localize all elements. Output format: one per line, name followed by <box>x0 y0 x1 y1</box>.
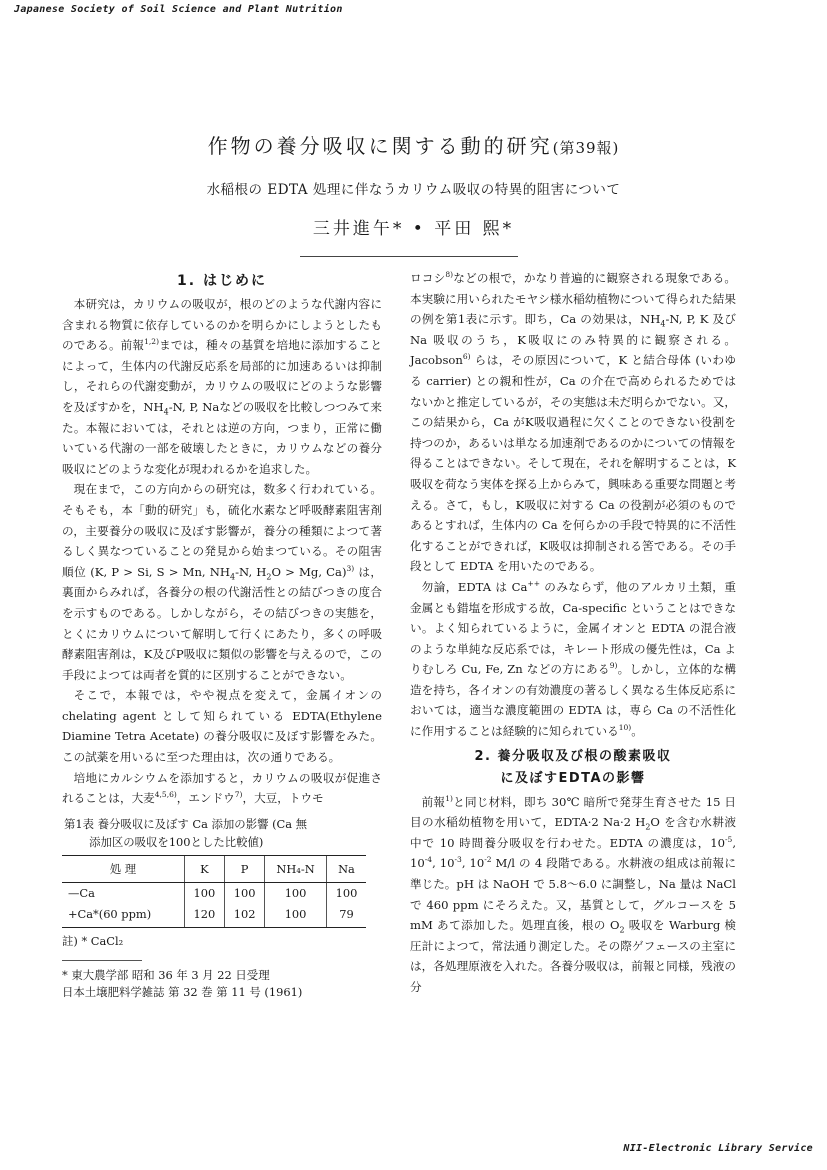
table-1-caption-line2: 添加区の吸収を100とした比較値) <box>89 834 264 849</box>
table-header-row <box>62 855 366 883</box>
paragraph: 培地にカルシウムを添加すると，カリウムの吸収が促進されることは，大麦$^{4,5,6)}$，エンドウ$^{7)}$，大豆，トウモ <box>62 770 382 806</box>
section-2-heading <box>410 746 736 790</box>
title-main: 作物の養分吸収に関する動的研究 <box>207 134 553 158</box>
section-1-heading: 1. はじめに <box>177 273 267 289</box>
journal-header: Japanese Society of Soil Science and Plant Nutrition <box>14 4 343 15</box>
article-subtitle: 水稲根の EDTA 処理に伴なうカリウム吸収の特異的阻害について <box>206 182 621 198</box>
paragraph: 本研究は，カリウムの吸収が，根のどのような代謝内容に含まれる物質に依存しているのかを明らかにしようとしたものである。前報$^{1,2)}$までは，種々の基質を培地に添加することによって，生体内の代謝反応系を局部的に加速あるいは抑制し，それらの代謝変動が，カリウムの吸収にどのような影響を及ぼすかを，$NH_4-N$, P, Naなどの吸収を比較しつつみて来た。本報においては，それとは逆の方向，つまり，正常に働いている代謝の一部を破壊したときに，カリウムなどの養分吸収にどのような変化が現われるかを追求した。 <box>62 297 382 476</box>
footnote-rule <box>62 960 142 961</box>
table-cell: 100 <box>265 904 327 928</box>
table-cell: 79 <box>326 904 366 928</box>
table-1-caption-line1: 第1表 養分吸収に及ぼす Ca 添加の影響 (Ca 無 <box>64 816 308 831</box>
section-2-heading-line2: に及ぼすEDTAの影響 <box>500 770 646 786</box>
table-header-cell: P <box>225 855 265 883</box>
table-1-caption <box>62 815 382 851</box>
table-1 <box>62 855 366 929</box>
table-header-cell: Na <box>326 855 366 883</box>
article-authors: 三井進午* • 平田 熙* <box>312 219 515 239</box>
table-cell: 100 <box>326 883 366 905</box>
left-column <box>62 268 382 1001</box>
table-header-cell: NH₄-N <box>265 855 327 883</box>
table-row <box>62 904 366 928</box>
table-cell: 100 <box>265 883 327 905</box>
footer-service: NII-Electronic Library Service <box>623 1143 813 1154</box>
table-row <box>62 883 366 905</box>
footnote-journal: 日本土壌肥料学雑誌 第 32 巻 第 11 号 (1961) <box>62 985 303 1000</box>
table-1-note: 註) * CaCl₂ <box>62 934 124 949</box>
title-number: (第39報) <box>552 139 620 157</box>
table-cell: +Ca*(60 ppm) <box>62 904 184 928</box>
paragraph: 前報$^{1)}$と同じ材料，即ち 30℃ 暗所で発芽生育させた 15 日目の水稲幼植物を用いて，EDTA·2 Na·2 $H_2O$ を含む水耕液中で 10 時間養分吸収を行わせた。EDTA の濃度は，$10^{-5}$, $10^{-4}$, $10^{-3}$, $10^{-2}$ M/l の 4 段階である。水耕液の組成は前報に準じた。pH は NaOH で 5.8～6.0 に調整し，Na 量は NaCl で 460 ppm にそろえた。又，基質として，グルコースを 5 mM あて添加した。処理直後，根の $O_2$ 吸収を Warburg 検圧計によつて，常法通り測定した。その際ゲフェースの主室には，各処理原液を入れた。各養分吸収は，前報と同様，残液の分 <box>410 793 737 994</box>
table-header-cell: 処 理 <box>62 855 184 883</box>
right-column <box>410 268 736 998</box>
footnote-affiliation: * 東大農学部 昭和 36 年 3 月 22 日受理 <box>62 968 270 983</box>
table-cell: —Ca <box>68 886 95 901</box>
paragraph: ロコシ$^{8)}$などの根で，かなり普遍的に観察される現象である。本実験に用いられたモヤシ様水稲幼植物について得られた結果の例を第1表に示す。即ち，Ca の効果は，$NH_4-N$, P, K 及び Na 吸収のうち，K吸収にのみ特異的に観察される。Jacobson$^{6)}$ らは，その原因について，K と結合母体 (いわゆる carrier) との親和性が，Ca の介在で高められるためではないかと推定しているが，その実態は未だ明らかでない。又，この結果から，Ca がK吸収過程に欠くことのできない役割を持つのか，あるいは単なる加速剤であるのかについての情報を得ることはできない。そして現在，それを解明することは，K吸収を荷なう実体を探る上からみて，興味ある重要な問題と考える。さて，もし，K吸収に対する Ca の役割が必須のものであるとすれば，生体内の Ca を何らかの手段で特異的に不活性化することができれば，K吸収は抑制される筈である。その手段として EDTA を用いたのである。 <box>410 270 736 574</box>
table-cell: 100 <box>184 883 224 905</box>
table-cell: 100 <box>225 883 265 905</box>
title-rule <box>300 256 518 257</box>
table-header-cell: K <box>184 855 224 883</box>
table-cell: 120 <box>184 904 224 928</box>
article-title <box>0 130 827 159</box>
table-cell: 102 <box>225 904 265 928</box>
paragraph: 現在まで，この方向からの研究は，数多く行われている。そもそも，本「動的研究」も，硫化水素など呼吸酵素阻害剤の，主要養分の吸収に及ぼす影響が，養分の種類によつて著るしく異なつていることの発見から始まつている。その阻害順位 (K, P > Si, S > Mn, $NH_4-N$, $H_2O > Mg$, Ca)$^{3)}$ は，裏面からみれば，各養分の根の代謝活性との結びつきの度合を示すものである。しかしながら，その結びつきの実態を，とくにカリウムについて解明して行くにあたり，多くの呼吸酵素阻害剤は，K及びP吸収に類似の影響を与えるので，この手段によつては両者を質的に区別することができない。 <box>62 482 383 682</box>
section-2-heading-line1: 2. 養分吸収及び根の酸素吸収 <box>474 748 672 764</box>
paragraph: そこで，本報では，やや視点を変えて，金属イオンのchelating agent として知られている EDTA(Ethylene Diamine Tetra Acetate) の養分吸収に及ぼす影響をみた。この試薬を用いるに至つた理由は，次の通りである。 <box>62 688 382 765</box>
paragraph: 勿論，EDTA は Ca++ のみならず，他のアルカリ土類，重金属とも錯塩を形成する故，Ca-specific ということはできない。よく知られているように，金属イオンと EDTA の混合液のような単純な反応系では，キレート形成の優先性は，Ca よりむしろ Cu, Fe, Zn などの方にある$^{9)}$。しかし，立体的な構造を持ち，各イオンの有効濃度の著るしく異なる生体反応系においては，適当な濃度範囲の EDTA は，専ら Ca の不活性化に作用することは経験的に知られている$^{10)}$。 <box>410 579 737 739</box>
